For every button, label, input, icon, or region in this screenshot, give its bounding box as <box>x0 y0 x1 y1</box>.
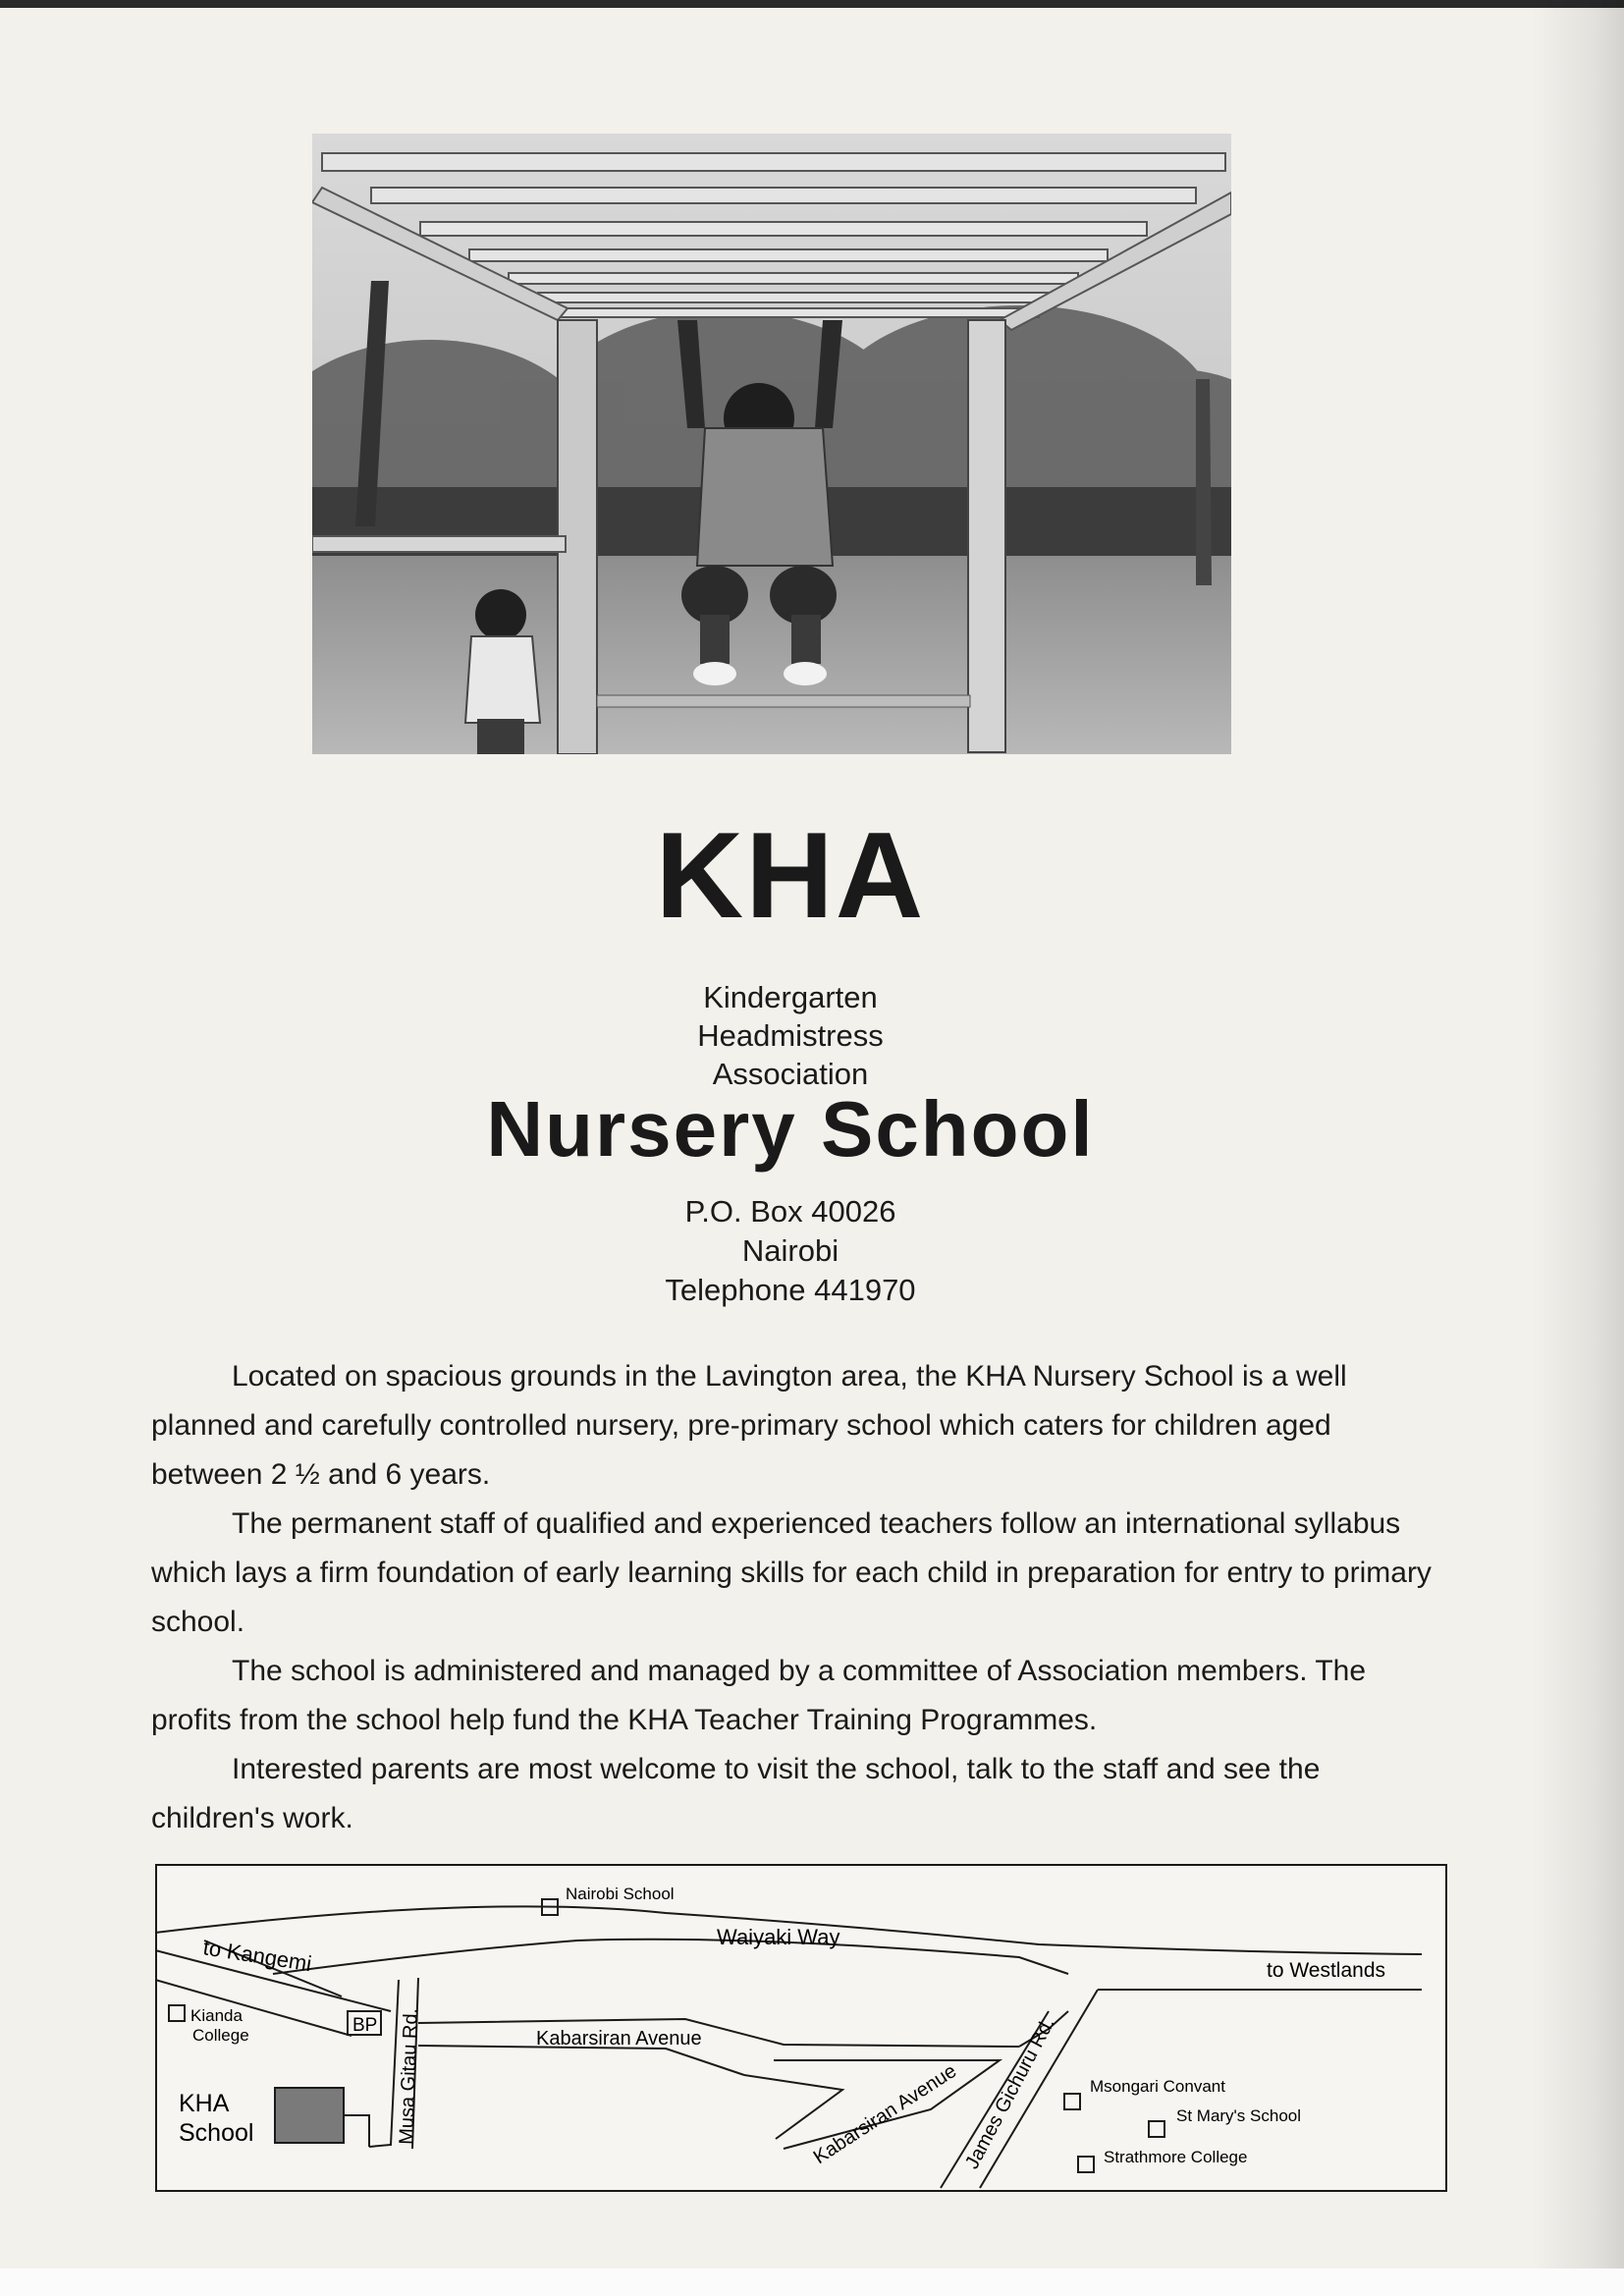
subtitle-line: Kindergarten <box>703 980 878 1014</box>
body-text <box>151 1352 1437 1843</box>
page-title: KHA <box>655 808 926 944</box>
kha-school-label: KHA <box>179 2090 230 2117</box>
nairobi-school-label: Nairobi School <box>566 1885 675 1903</box>
location-map <box>155 1864 1447 2192</box>
kha-school-label: School <box>179 2119 254 2147</box>
to-westlands-label: to Westlands <box>1267 1959 1386 1982</box>
waiyaki-way-label: Waiyaki Way <box>717 1925 840 1949</box>
kabarsiran-avenue-diagonal-label: Kabarsiran Avenue <box>809 2059 961 2169</box>
address-line: Nairobi <box>741 1233 839 1268</box>
address-line: Telephone 441970 <box>665 1273 916 1307</box>
kianda-college-label: Kianda <box>190 2006 243 2025</box>
kianda-college-label: College <box>192 2026 249 2045</box>
subtitle-line: Association <box>712 1057 869 1091</box>
paragraph: The permanent staff of qualified and experienced teachers follow an international syllabus which lays a firm foundation of early learning skills for each child in preparation for entry to primary school. <box>151 1507 1432 1638</box>
address-line: P.O. Box 40026 <box>684 1194 896 1229</box>
playground-photo <box>312 134 1231 754</box>
strathmore-college-label: Strathmore College <box>1104 2148 1248 2166</box>
to-kangemi-label: to Kangemi <box>201 1935 314 1977</box>
st-marys-school-label: St Mary's School <box>1176 2106 1302 2125</box>
page-bottom-edge <box>0 2269 1624 2296</box>
subtitle-line: Headmistress <box>697 1018 884 1053</box>
msongari-convant-label: Msongari Convant <box>1090 2077 1225 2096</box>
paragraph: The school is administered and managed by a committee of Association members. The profits from the school help fund the KHA Teacher Training Programmes. <box>151 1655 1367 1736</box>
page-top-edge <box>0 0 1624 8</box>
bp-label: BP <box>352 2015 378 2036</box>
paragraph: Interested parents are most welcome to visit the school, talk to the staff and see the children's work. <box>151 1753 1321 1834</box>
kabarsiran-avenue-label: Kabarsiran Avenue <box>536 2028 702 2050</box>
musa-gitau-rd-label: Musa Gitau Rd. <box>396 2007 422 2146</box>
paragraph: Located on spacious grounds in the Lavington area, the KHA Nursery School is a well planned and carefully controlled nursery, pre-primary school which caters for children aged between 2 ½ and 6 years. <box>151 1360 1347 1491</box>
school-name: Nursery School <box>486 1085 1095 1173</box>
kha-school-building <box>275 2088 344 2143</box>
james-gichuru-rd-label: James Gichuru Rd. <box>960 2013 1059 2173</box>
